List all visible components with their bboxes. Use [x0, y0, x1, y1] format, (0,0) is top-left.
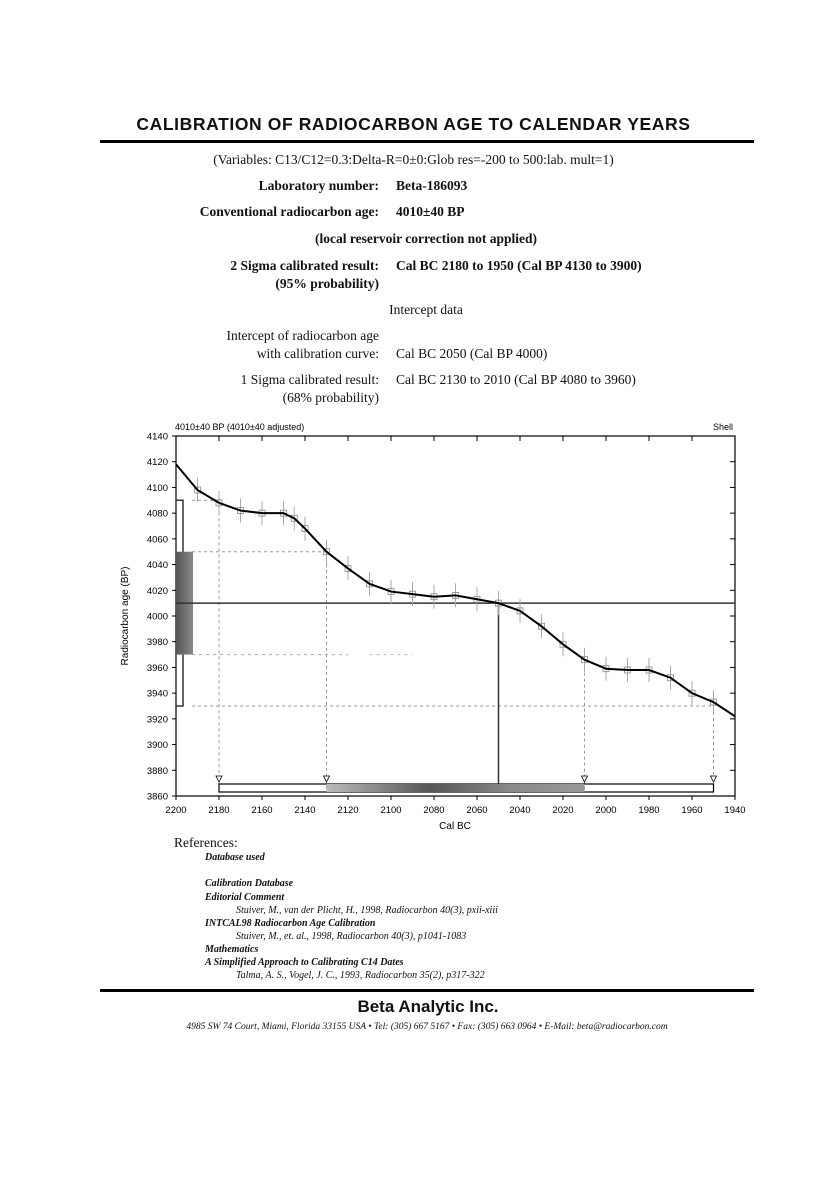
page-title: CALIBRATION OF RADIOCARBON AGE TO CALENDAR YEARS — [136, 114, 691, 134]
chart-title-left: 4010±40 BP (4010±40 adjusted) — [175, 422, 305, 432]
x-tick-label: 2100 — [380, 805, 402, 816]
y-tick-label: 4140 — [146, 431, 168, 443]
y-tick-label: 4080 — [146, 508, 168, 520]
y-axis-label: Radiocarbon age (BP) — [120, 566, 131, 666]
x-tick-label: 1940 — [724, 805, 746, 816]
ref-intcal: INTCAL98 Radiocarbon Age Calibration — [205, 918, 376, 929]
sigma1-prob: (68% probability) — [282, 390, 379, 405]
cal-range-marker — [582, 776, 588, 782]
reservoir-note: (local reservoir correction not applied) — [315, 231, 537, 246]
ref-approach: A Simplified Approach to Calibrating C14 Dates — [205, 957, 404, 968]
bottom-divider — [100, 989, 754, 992]
y-tick-label: 3880 — [146, 765, 168, 777]
y-tick-label: 3940 — [146, 688, 168, 700]
y-tick-label: 4000 — [146, 611, 168, 623]
lab-number-value: Beta-186093 — [396, 178, 468, 193]
cal-range-marker — [216, 776, 222, 782]
ref-approach-cite: Talma, A. S., Vogel, J. C., 1993, Radiocarbon 35(2), p317-322 — [236, 970, 485, 981]
sigma1-label: 1 Sigma calibrated result: — [240, 372, 379, 387]
y-tick-label: 4060 — [146, 534, 168, 546]
x-tick-label: 2200 — [165, 805, 187, 816]
sigma2-value: Cal BC 2180 to 1950 (Cal BP 4130 to 3900) — [396, 258, 642, 273]
sigma1-value: Cal BC 2130 to 2010 (Cal BP 4080 to 3960) — [396, 372, 636, 387]
x-tick-label: 2160 — [251, 805, 273, 816]
x-tick-label: 2020 — [552, 805, 574, 816]
x-axis-label: Cal BC — [439, 821, 471, 832]
x-tick-label: 2060 — [466, 805, 488, 816]
intercept-label-2: with calibration curve: — [256, 346, 379, 361]
footer-company: Beta Analytic Inc. — [357, 997, 499, 1016]
x-tick-label: 2180 — [208, 805, 230, 816]
references-heading: References: — [174, 835, 238, 850]
cal-range-marker — [711, 776, 717, 782]
ref-intcal-cite: Stuiver, M., et. al., 1998, Radiocarbon 40(3), p1041-1083 — [236, 931, 467, 942]
y-tick-label: 4020 — [146, 585, 168, 597]
sigma2-label: 2 Sigma calibrated result: — [230, 258, 379, 273]
lab-number-label: Laboratory number: — [258, 178, 379, 193]
y-tick-label: 3980 — [146, 637, 168, 649]
plot-frame — [176, 436, 735, 796]
conv-age-label: Conventional radiocarbon age: — [199, 204, 379, 219]
intercept-value: Cal BC 2050 (Cal BP 4000) — [396, 346, 548, 361]
cal-range-marker — [324, 776, 330, 782]
x-tick-label: 2140 — [294, 805, 316, 816]
x-tick-label: 2000 — [595, 805, 617, 816]
y-tick-label: 4040 — [146, 560, 168, 572]
ref-editorial: Editorial Comment — [205, 892, 285, 903]
x-tick-label: 2040 — [509, 805, 531, 816]
chart-title-right: Shell — [712, 422, 733, 432]
y-tick-label: 4120 — [146, 457, 168, 469]
intercept-heading: Intercept data — [389, 302, 463, 317]
intercept-label-1: Intercept of radiocarbon age — [226, 328, 379, 343]
sigma2-prob: (95% probability) — [275, 276, 379, 291]
x-tick-label: 1980 — [638, 805, 660, 816]
conv-age-value: 4010±40 BP — [396, 204, 465, 219]
y-tick-label: 3860 — [146, 791, 168, 803]
ref-cal-db: Calibration Database — [205, 878, 294, 889]
x-tick-label: 2080 — [423, 805, 445, 816]
x-tick-label: 1960 — [681, 805, 703, 816]
footer-address: 4985 SW 74 Court, Miami, Florida 33155 USA • Tel: (305) 667 5167 • Fax: (305) 663 0964 • E-Mail: beta@radiocarbon.com — [186, 1022, 668, 1032]
y-tick-label: 3960 — [146, 662, 168, 674]
y-tick-label: 3900 — [146, 740, 168, 752]
ref-editorial-cite: Stuiver, M., van der Plicht, H., 1998, Radiocarbon 40(3), pxii-xiii — [236, 905, 498, 916]
x-tick-label: 2120 — [337, 805, 359, 816]
ref-db-used: Database used — [205, 852, 265, 863]
y-tick-label: 4100 — [146, 482, 168, 494]
cal-range-1sigma — [327, 784, 585, 792]
y-tick-label: 3920 — [146, 714, 168, 726]
variables-line: (Variables: C13/C12=0.3:Delta-R=0±0:Glob res=-200 to 500:lab. mult=1) — [213, 152, 614, 167]
ref-math: Mathematics — [205, 944, 259, 955]
